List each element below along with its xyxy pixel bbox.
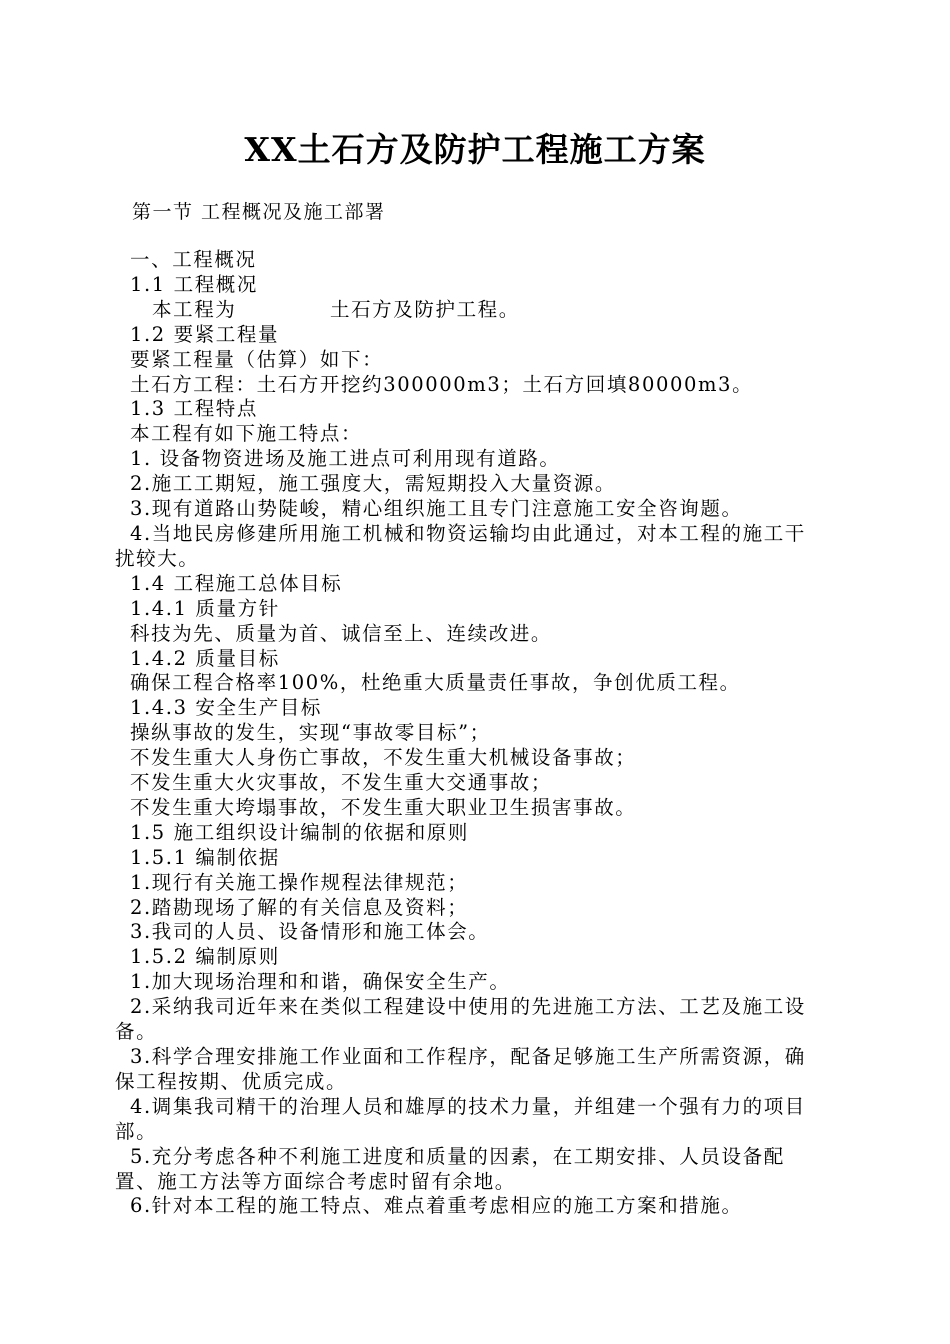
paragraph: 要紧工程量（估算）如下： — [130, 347, 384, 371]
paragraph: 本工程有如下施工特点： — [130, 422, 363, 446]
chapter-heading: 一、工程概况 — [130, 248, 257, 271]
list-item: 2.施工工期短，施工强度大，需短期投入大量资源。 — [130, 472, 617, 496]
list-item: 5.充分考虑各种不利施工进度和质量的因素，在工期安排、人员设备配置、施工方法等方面综合考虑时留有余地。 — [115, 1144, 785, 1193]
subsection-heading: 1.4 工程施工总体目标 — [130, 571, 343, 595]
subsection-heading: 1.5.1 编制依据 — [130, 845, 280, 869]
paragraph: 不发生重大垮塌事故，不发生重大职业卫生损害事故。 — [130, 795, 637, 819]
list-item: 4.当地民房修建所用施工机械和物资运输均由此通过，对本工程的施工干扰较大。 — [115, 521, 806, 570]
list-item: 6.针对本工程的施工特点、难点着重考虑相应的施工方案和措施。 — [130, 1194, 743, 1218]
paragraph: 土石方工程：土石方开挖约300000m3；土石方回填80000m3。 — [130, 372, 754, 396]
list-item: 2.踏勘现场了解的有关信息及资料； — [130, 895, 469, 919]
document-title: XX土石方及防护工程施工方案 — [244, 130, 706, 169]
subsection-heading: 1.5 施工组织设计编制的依据和原则 — [130, 820, 470, 844]
subsection-heading: 1.5.2 编制原则 — [130, 945, 280, 969]
paragraph: 操纵事故的发生，实现“事故零目标”； — [130, 721, 491, 745]
list-item: 1.加大现场治理和和谐，确保安全生产。 — [130, 970, 511, 994]
list-item: 1.现行有关施工操作规程法律规范； — [130, 870, 469, 894]
list-item: 2.采纳我司近年来在类似工程建设中使用的先进施工方法、工艺及施工设备。 — [115, 995, 806, 1044]
document-body — [115, 248, 820, 1219]
paragraph: 不发生重大人身伤亡事故，不发生重大机械设备事故； — [130, 746, 637, 770]
subsection-heading: 1.2 要紧工程量 — [130, 322, 280, 346]
subsection-heading: 1.1 工程概况 — [130, 272, 259, 296]
paragraph: 不发生重大火灾事故，不发生重大交通事故； — [130, 771, 553, 795]
list-item: 3.科学合理安排施工作业面和工作程序，配备足够施工生产所需资源，确保工程按期、优质完成。 — [115, 1045, 806, 1093]
subsection-heading: 1.4.2 质量目标 — [130, 646, 280, 670]
list-item: 4.调集我司精干的治理人员和雄厚的技术力量，并组建一个强有力的项目部。 — [115, 1094, 806, 1143]
paragraph: 确保工程合格率100%，杜绝重大质量责任事故，争创优质工程。 — [130, 671, 741, 695]
subsection-heading: 1.3 工程特点 — [130, 397, 259, 421]
subsection-heading: 1.4.1 质量方针 — [130, 596, 280, 620]
list-item: 3.现有道路山势陡峻，精心组织施工且专门注意施工安全咨询题。 — [130, 497, 743, 521]
section-heading: 第一节 工程概况及施工部署 — [132, 201, 386, 223]
list-item: 1. 设备物资进场及施工进点可利用现有道路。 — [130, 447, 561, 471]
subsection-heading: 1.4.3 安全生产目标 — [130, 696, 323, 720]
list-item: 3.我司的人员、设备情形和施工体会。 — [130, 920, 490, 944]
paragraph: 本工程为 土石方及防护工程。 — [152, 297, 520, 321]
paragraph: 科技为先、质量为首、诚信至上、连续改进。 — [130, 621, 553, 645]
